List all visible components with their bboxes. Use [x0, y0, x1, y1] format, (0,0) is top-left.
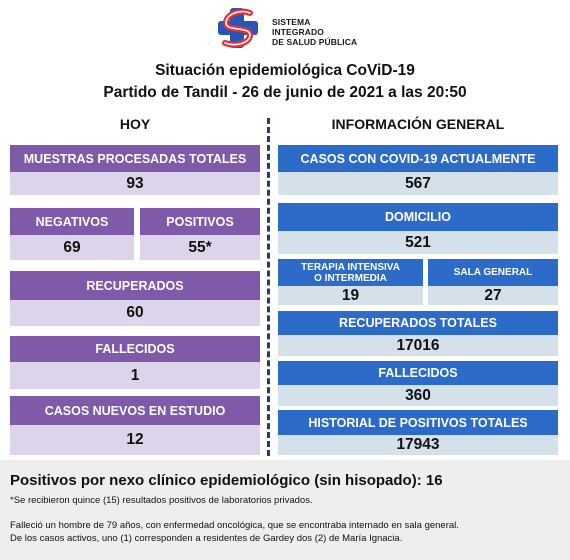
- report-subtitle: Partido de Tandil - 26 de junio de 2021 a las 20:50: [103, 84, 467, 101]
- deceased-value: 1: [10, 362, 260, 389]
- ward-label: SALA GENERAL: [428, 259, 558, 286]
- positives-history-label: HISTORIAL DE POSITIVOS TOTALES: [278, 410, 558, 435]
- recovered-total-label: RECUPERADOS TOTALES: [278, 311, 558, 335]
- today-heading: HOY: [119, 116, 151, 132]
- icu-label-line2: O INTERMEDIA: [314, 272, 387, 284]
- sisp-logo: [212, 6, 362, 50]
- recovered-total-value: 17016: [278, 335, 558, 356]
- new-cases-value: 12: [10, 425, 260, 455]
- ward-value: 27: [428, 286, 558, 305]
- icu-label: [278, 259, 423, 286]
- report-title: Situación epidemiológica CoViD-19: [155, 62, 415, 79]
- recovered-label: RECUPERADOS: [10, 271, 260, 300]
- negatives-value: 69: [10, 235, 134, 260]
- positives-label: POSITIVOS: [140, 208, 260, 235]
- footer-private-labs-note: *Se recibieron quince (15) resultados positivos de laboratorios privados.: [10, 495, 313, 506]
- general-heading: INFORMACIÓN GENERAL: [331, 116, 505, 132]
- org-name: [272, 17, 362, 47]
- new-cases-label: CASOS NUEVOS EN ESTUDIO: [10, 396, 260, 425]
- sisp-logo-icon: [212, 6, 264, 50]
- footer-active-cases-note: De los casos activos, uno (1) corresponden a residentes de Gardey dos (2) de María Ignacia.: [10, 533, 403, 544]
- deceased-label: FALLECIDOS: [10, 336, 260, 362]
- footer-notes: [0, 460, 570, 560]
- org-name-line1: SISTEMA INTEGRADO: [272, 17, 324, 37]
- home-label: DOMICILIO: [278, 203, 558, 231]
- positives-value: 55*: [140, 235, 260, 260]
- footer-clinical-positives: Positivos por nexo clínico epidemiológico (sin hisopado): 16: [10, 472, 443, 489]
- deceased-total-value: 360: [278, 385, 558, 406]
- column-divider: [267, 118, 270, 456]
- recovered-value: 60: [10, 300, 260, 326]
- positives-history-value: 17943: [278, 435, 558, 455]
- deceased-total-label: FALLECIDOS: [278, 361, 558, 385]
- active-cases-label: CASOS CON COVID-19 ACTUALMENTE: [278, 145, 558, 172]
- icu-value: 19: [278, 286, 423, 305]
- icu-label-line1: TERAPIA INTENSIVA: [301, 261, 400, 273]
- footer-death-note: Falleció un hombre de 79 años, con enfermedad oncológica, que se encontraba internado en sala general.: [10, 520, 459, 531]
- home-value: 521: [278, 231, 558, 254]
- samples-label: MUESTRAS PROCESADAS TOTALES: [10, 145, 260, 172]
- org-name-line2: DE SALUD PÚBLICA: [272, 37, 358, 47]
- negatives-label: NEGATIVOS: [10, 208, 134, 235]
- active-cases-value: 567: [278, 172, 558, 195]
- samples-value: 93: [10, 172, 260, 195]
